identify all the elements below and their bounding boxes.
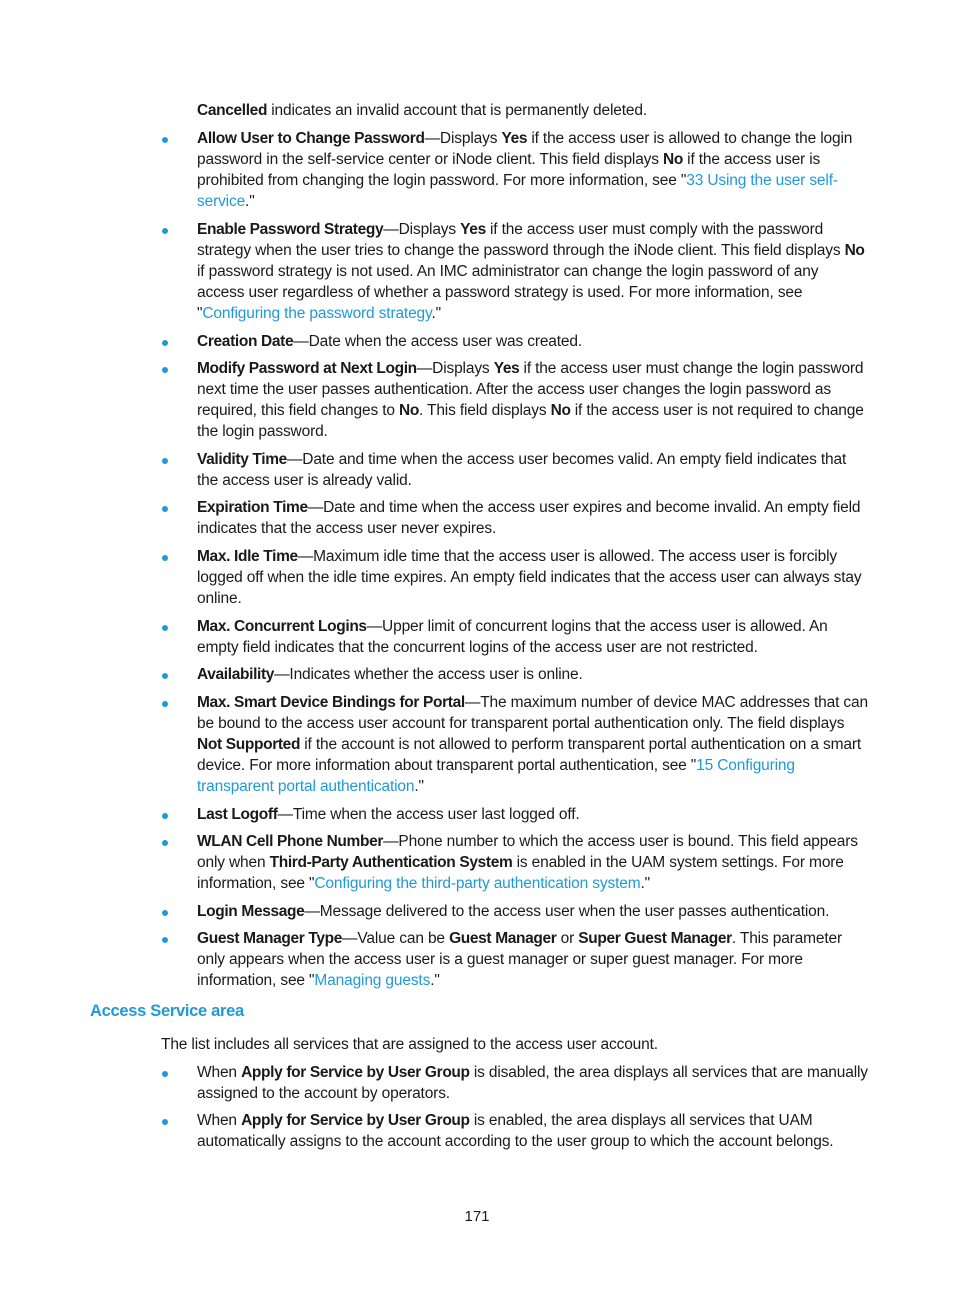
term: Guest Manager Type — [197, 930, 343, 947]
text: —Maximum idle time that the access user is allowed. The access user is forcibly logged off when the idle time expires. An empty field indicates that the access user can always stay online. — [197, 548, 862, 607]
bullet-icon — [162, 367, 168, 373]
text: —Date and time when the access user expires and become invalid. An empty field indicates that the access user never expires. — [197, 499, 861, 537]
text: —Date and time when the access user becomes valid. An empty field indicates that the access user is already valid. — [197, 451, 847, 489]
list-item — [197, 804, 869, 825]
bold-value: No — [399, 402, 419, 419]
text: . This field displays — [418, 402, 551, 419]
text: . This parameter only appears when the access user is a guest manager or super guest manager. For more information, see " — [197, 930, 843, 989]
list-item — [197, 901, 869, 922]
bold-value: Not Supported — [197, 736, 301, 753]
bullet-icon — [162, 137, 168, 143]
term: Login Message — [197, 903, 305, 920]
bold-value: Guest Manager — [449, 930, 557, 947]
bullet-icon — [162, 701, 168, 707]
text: ." — [431, 305, 441, 322]
term: Enable Password Strategy — [197, 221, 384, 238]
text: —Message delivered to the access user when the user passes authentication. — [304, 903, 830, 920]
list-item — [197, 831, 869, 894]
text: is disabled, the area displays all services that are manually assigned to the account by operators. — [197, 1064, 868, 1102]
list-item — [197, 616, 869, 658]
bullet-icon — [162, 813, 168, 819]
list-item — [197, 546, 869, 609]
text: ." — [414, 778, 424, 795]
text: if password strategy is not used. An IMC administrator can change the login password of any access user regardless of whether a password strategy is used. For more information, see " — [197, 263, 819, 322]
term: Expiration Time — [197, 499, 308, 516]
bold-value: No — [550, 402, 571, 419]
section-heading: Access Service area — [90, 1002, 244, 1020]
list-item — [197, 1110, 869, 1152]
term: Allow User to Change Password — [197, 130, 425, 147]
text: ." — [640, 875, 650, 892]
page-number: 171 — [464, 1208, 490, 1225]
text: if the access user is allowed to change the login password in the self-service center or iNode client. This field displays — [197, 130, 853, 168]
text: or — [556, 930, 579, 947]
list-item — [197, 358, 869, 442]
list-item — [197, 331, 869, 352]
text: —Time when the access user last logged off. — [277, 806, 580, 823]
bullet-icon — [162, 625, 168, 631]
list-item — [197, 692, 869, 797]
term: Max. Idle Time — [197, 548, 298, 565]
text: —Upper limit of concurrent logins that the access user is allowed. An empty field indicates that the concurrent logins of the access user are not restricted. — [197, 618, 828, 656]
term: Validity Time — [197, 451, 287, 468]
bold-value: Third-Party Authentication System — [269, 854, 513, 871]
text: —The maximum number of device MAC addresses that can be bound to the access user account for transparent portal authentication only. The field displays — [197, 694, 868, 732]
text: —Displays — [383, 221, 461, 238]
text: —Indicates whether the access user is online. — [274, 666, 583, 683]
text: —Value can be — [342, 930, 450, 947]
bold-value: No — [844, 242, 865, 259]
term: Cancelled — [197, 102, 268, 119]
text: if the account is not allowed to perform transparent portal authentication on a smart device. For more information about transparent portal authentication, see " — [197, 736, 861, 774]
bold-value: No — [663, 151, 683, 168]
text: When — [197, 1064, 242, 1081]
term: Creation Date — [197, 333, 294, 350]
bullet-icon — [162, 340, 168, 346]
cross-reference-link[interactable]: 33 Using the user self-service — [197, 172, 838, 210]
text: —Date when the access user was created. — [293, 333, 583, 350]
text: When — [197, 1112, 242, 1129]
term: Max. Smart Device Bindings for Portal — [197, 694, 465, 711]
list-item — [197, 449, 869, 491]
bold-value: Super Guest Manager — [578, 930, 732, 947]
text: if the access user is not required to change the login password. — [197, 402, 864, 440]
bold-value: Yes — [493, 360, 520, 377]
bold-value: Apply for Service by User Group — [241, 1064, 470, 1081]
list-item — [197, 497, 869, 539]
bullet-icon — [162, 937, 168, 943]
text: is enabled, the area displays all services that UAM automatically assigns to the account according to the user group to which the account belongs. — [197, 1112, 834, 1150]
text: if the access user must change the login password next time the user passes authentication. After the access user changes the login password as required, this field changes to — [197, 360, 864, 419]
bold-value: Yes — [460, 221, 486, 238]
bullet-icon — [162, 228, 168, 234]
text: is enabled in the UAM system settings. For more information, see " — [197, 854, 844, 892]
list-item — [197, 128, 869, 212]
list-item — [197, 664, 869, 685]
term: Modify Password at Next Login — [197, 360, 417, 377]
list-item — [197, 219, 869, 324]
term: Max. Concurrent Logins — [197, 618, 367, 635]
text: —Phone number to which the access user is bound. This field appears only when — [197, 833, 858, 871]
list-item — [197, 928, 869, 991]
text: if the access user must comply with the password strategy when the user tries to change the password through the iNode client. This field displays — [197, 221, 845, 259]
cross-reference-link[interactable]: 15 Configuring transparent portal authentication — [197, 757, 795, 795]
bullet-icon — [162, 458, 168, 464]
bullet-icon — [162, 555, 168, 561]
bullet-icon — [162, 673, 168, 679]
cross-reference-link[interactable]: Managing guests — [314, 972, 431, 989]
bullet-icon — [162, 840, 168, 846]
bullet-icon — [162, 910, 168, 916]
bullet-icon — [162, 1119, 168, 1125]
text: ." — [245, 193, 255, 210]
text: —Displays — [424, 130, 502, 147]
term: Last Logoff — [197, 806, 278, 823]
text: indicates an invalid account that is permanently deleted. — [267, 102, 647, 119]
text: ." — [430, 972, 440, 989]
text: if the access user is prohibited from changing the login password. For more information, see " — [197, 151, 821, 189]
term: Availability — [197, 666, 275, 683]
bold-value: Yes — [501, 130, 528, 147]
bold-value: Apply for Service by User Group — [241, 1112, 470, 1129]
text: —Displays — [416, 360, 494, 377]
cancelled-note — [197, 100, 869, 121]
cross-reference-link[interactable]: Configuring the third-party authentication system — [314, 875, 641, 892]
term: WLAN Cell Phone Number — [197, 833, 384, 850]
bullet-icon — [162, 1071, 168, 1077]
list-item — [197, 1062, 869, 1104]
cross-reference-link[interactable]: Configuring the password strategy — [202, 305, 432, 322]
bullet-icon — [162, 506, 168, 512]
section-intro: The list includes all services that are assigned to the access user account. — [161, 1036, 658, 1053]
